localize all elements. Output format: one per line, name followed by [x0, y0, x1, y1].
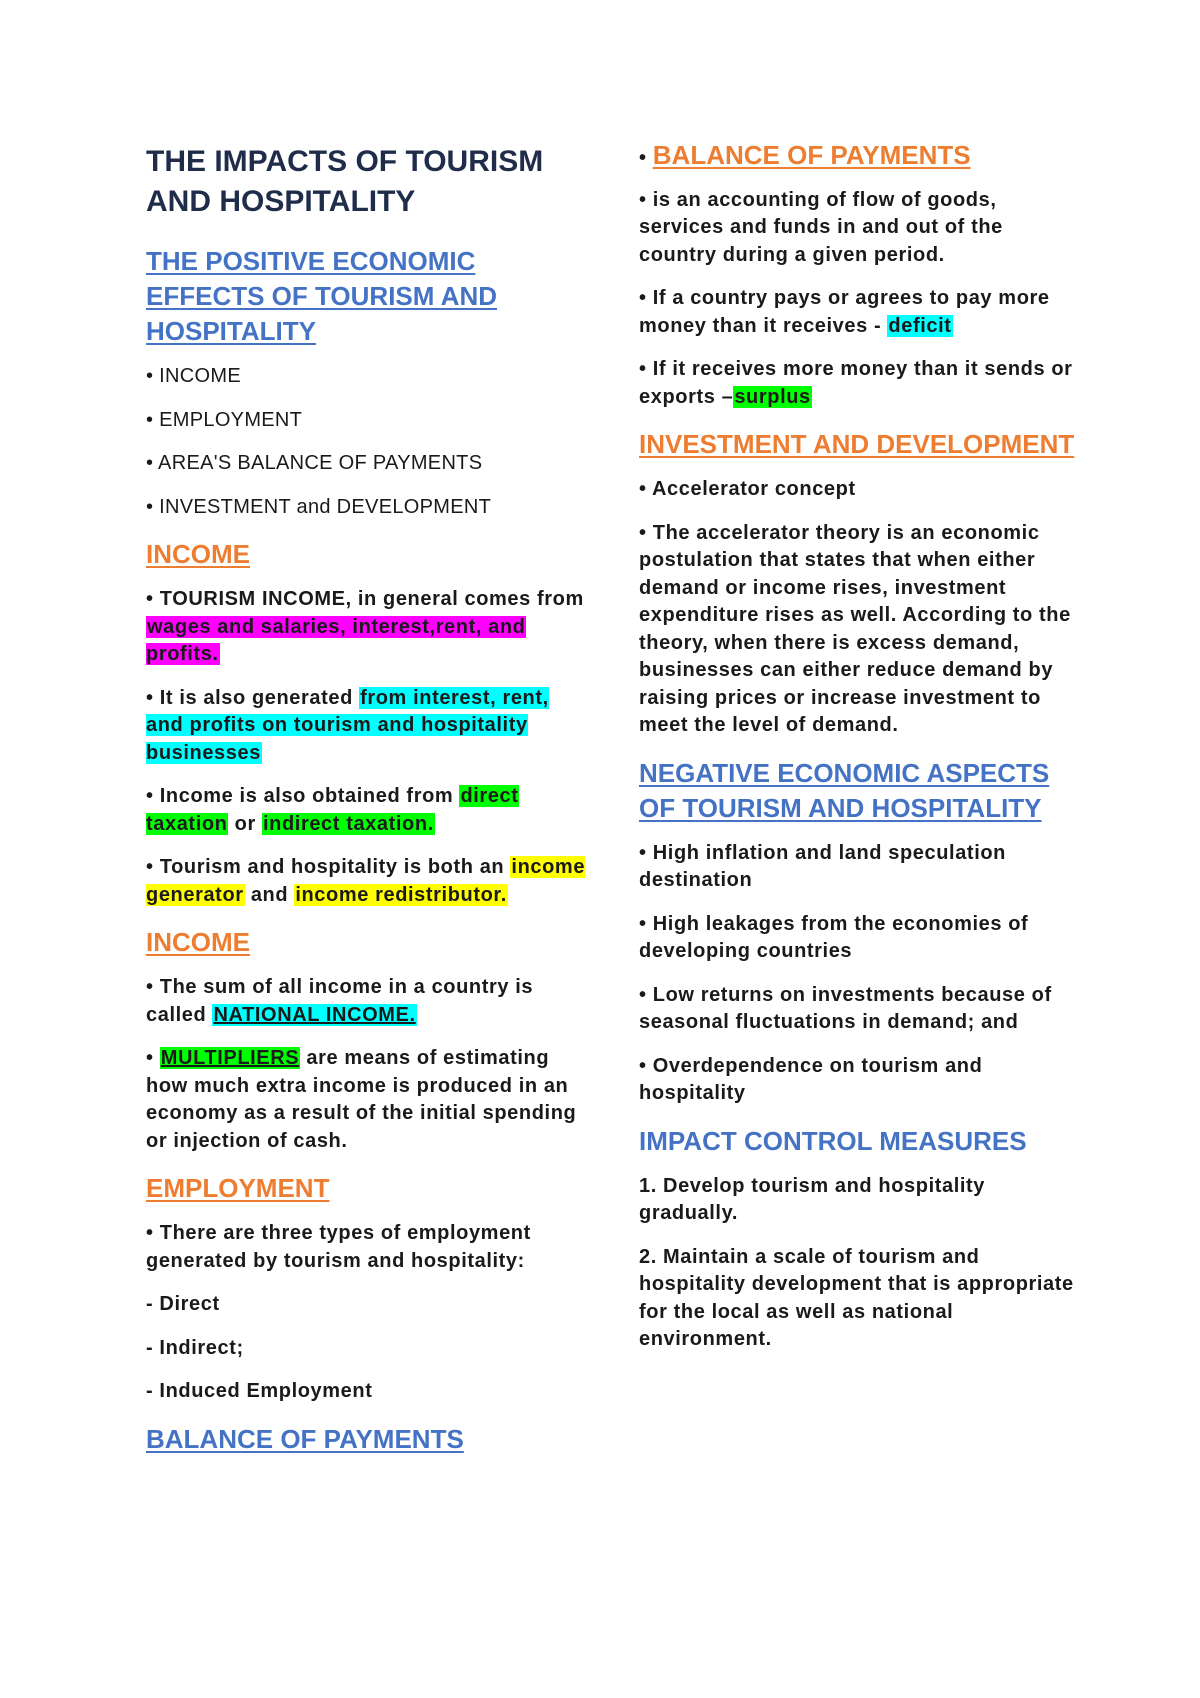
income-paragraph-2 [146, 685, 586, 768]
negative-item-4: • Overdependence on tourism and hospitality [639, 1054, 983, 1104]
employment-paragraph: • There are three types of employment generated by tourism and hospitality: [146, 1222, 531, 1272]
impact-control-heading: IMPACT CONTROL MEASURES [639, 1125, 1027, 1156]
document-title: THE IMPACTS OF TOURISM AND HOSPITALITY [146, 145, 544, 218]
control-item-1: 1. Develop tourism and hospitality gradually. [639, 1174, 986, 1224]
employment-item-induced: - Induced Employment [146, 1380, 373, 1402]
text: • It is also generated [146, 686, 360, 709]
income-paragraph-4 [146, 854, 586, 909]
right-column [639, 142, 1079, 1370]
text: • Tourism and hospitality is both an [146, 856, 511, 878]
negative-item-1: • High inflation and land speculation destination [639, 841, 1006, 891]
text: • If a country pays or agrees to pay more money than it receives - [639, 287, 1050, 337]
negative-item-3: • Low returns on investments because of seasonal fluctuations in demand; and [639, 983, 1052, 1033]
positive-item-investment: • INVESTMENT and DEVELOPMENT [146, 495, 492, 518]
income-heading-2: INCOME [146, 927, 250, 957]
bullet: • [639, 147, 653, 169]
highlight-green: MULTIPLIERS [160, 1047, 300, 1069]
highlight-cyan: from interest, rent, and profits on tourism and hospitality businesses [146, 686, 549, 764]
text: • TOURISM INCOME, in general comes from [146, 588, 584, 610]
left-column [146, 142, 586, 1471]
income-heading: INCOME [146, 539, 250, 569]
positive-effects-heading: THE POSITIVE ECONOMIC EFFECTS OF TOURISM AND HOSPITALITY [146, 246, 497, 346]
employment-item-direct: - Direct [146, 1293, 220, 1315]
employment-item-indirect: - Indirect; [146, 1336, 244, 1359]
multipliers-paragraph [146, 1045, 586, 1155]
national-income-paragraph [146, 974, 586, 1029]
highlight-cyan: NATIONAL INCOME. [213, 1003, 416, 1026]
bop-paragraph-2 [639, 285, 1079, 340]
positive-item-income: • INCOME [146, 365, 241, 387]
investment-paragraph-1: • Accelerator concept [639, 478, 856, 500]
balance-of-payments-heading: BALANCE OF PAYMENTS [146, 1423, 464, 1454]
highlight-yellow: income redistributor. [295, 883, 507, 906]
text: • [146, 1047, 160, 1069]
bop-paragraph-3 [639, 356, 1079, 411]
highlight-green: surplus [734, 385, 811, 408]
text: • The sum of all income in a country is called [146, 976, 534, 1026]
text: and [244, 883, 295, 906]
income-paragraph-1 [146, 586, 586, 669]
text: • Income is also obtained from [146, 785, 460, 807]
highlight-green: direct taxation [146, 785, 519, 835]
bop-paragraph-1: • is an accounting of flow of goods, services and funds in and out of the country during a given period. [639, 188, 1003, 266]
highlight-cyan: deficit [888, 314, 952, 337]
negative-item-2: • High leakages from the economies of developing countries [639, 912, 1029, 962]
investment-heading: INVESTMENT AND DEVELOPMENT [639, 429, 1075, 459]
investment-paragraph-2: • The accelerator theory is an economic postulation that states that when either demand or income rises, investment expenditure rises as well. According to the theory, when there is excess demand, businesses can either reduce demand by raising prices or increase investment to meet the level of demand. [639, 521, 1071, 736]
text: are means of estimating how much extra income is produced in an economy as a result of the initial spending or injection of cash. [146, 1047, 577, 1152]
highlight-magenta: wages and salaries, interest,rent, and profits. [146, 615, 526, 665]
negative-aspects-heading: NEGATIVE ECONOMIC ASPECTS OF TOURISM AND HOSPITALITY [639, 757, 1050, 823]
bop-heading: BALANCE OF PAYMENTS [652, 140, 971, 170]
highlight-yellow: income generator [146, 856, 586, 906]
positive-item-employment: • EMPLOYMENT [146, 408, 303, 431]
bop-heading-line [639, 142, 1079, 173]
text: • If it receives more money than it sends or exports – [639, 358, 1073, 408]
highlight-green: indirect taxation. [263, 812, 434, 835]
employment-heading: EMPLOYMENT [146, 1173, 330, 1203]
income-paragraph-3 [146, 783, 586, 838]
text: or [228, 812, 262, 835]
positive-item-balance: • AREA'S BALANCE OF PAYMENTS [146, 452, 483, 474]
control-item-2: 2. Maintain a scale of tourism and hospitality development that is appropriate for the local as well as national environment. [639, 1245, 1074, 1350]
